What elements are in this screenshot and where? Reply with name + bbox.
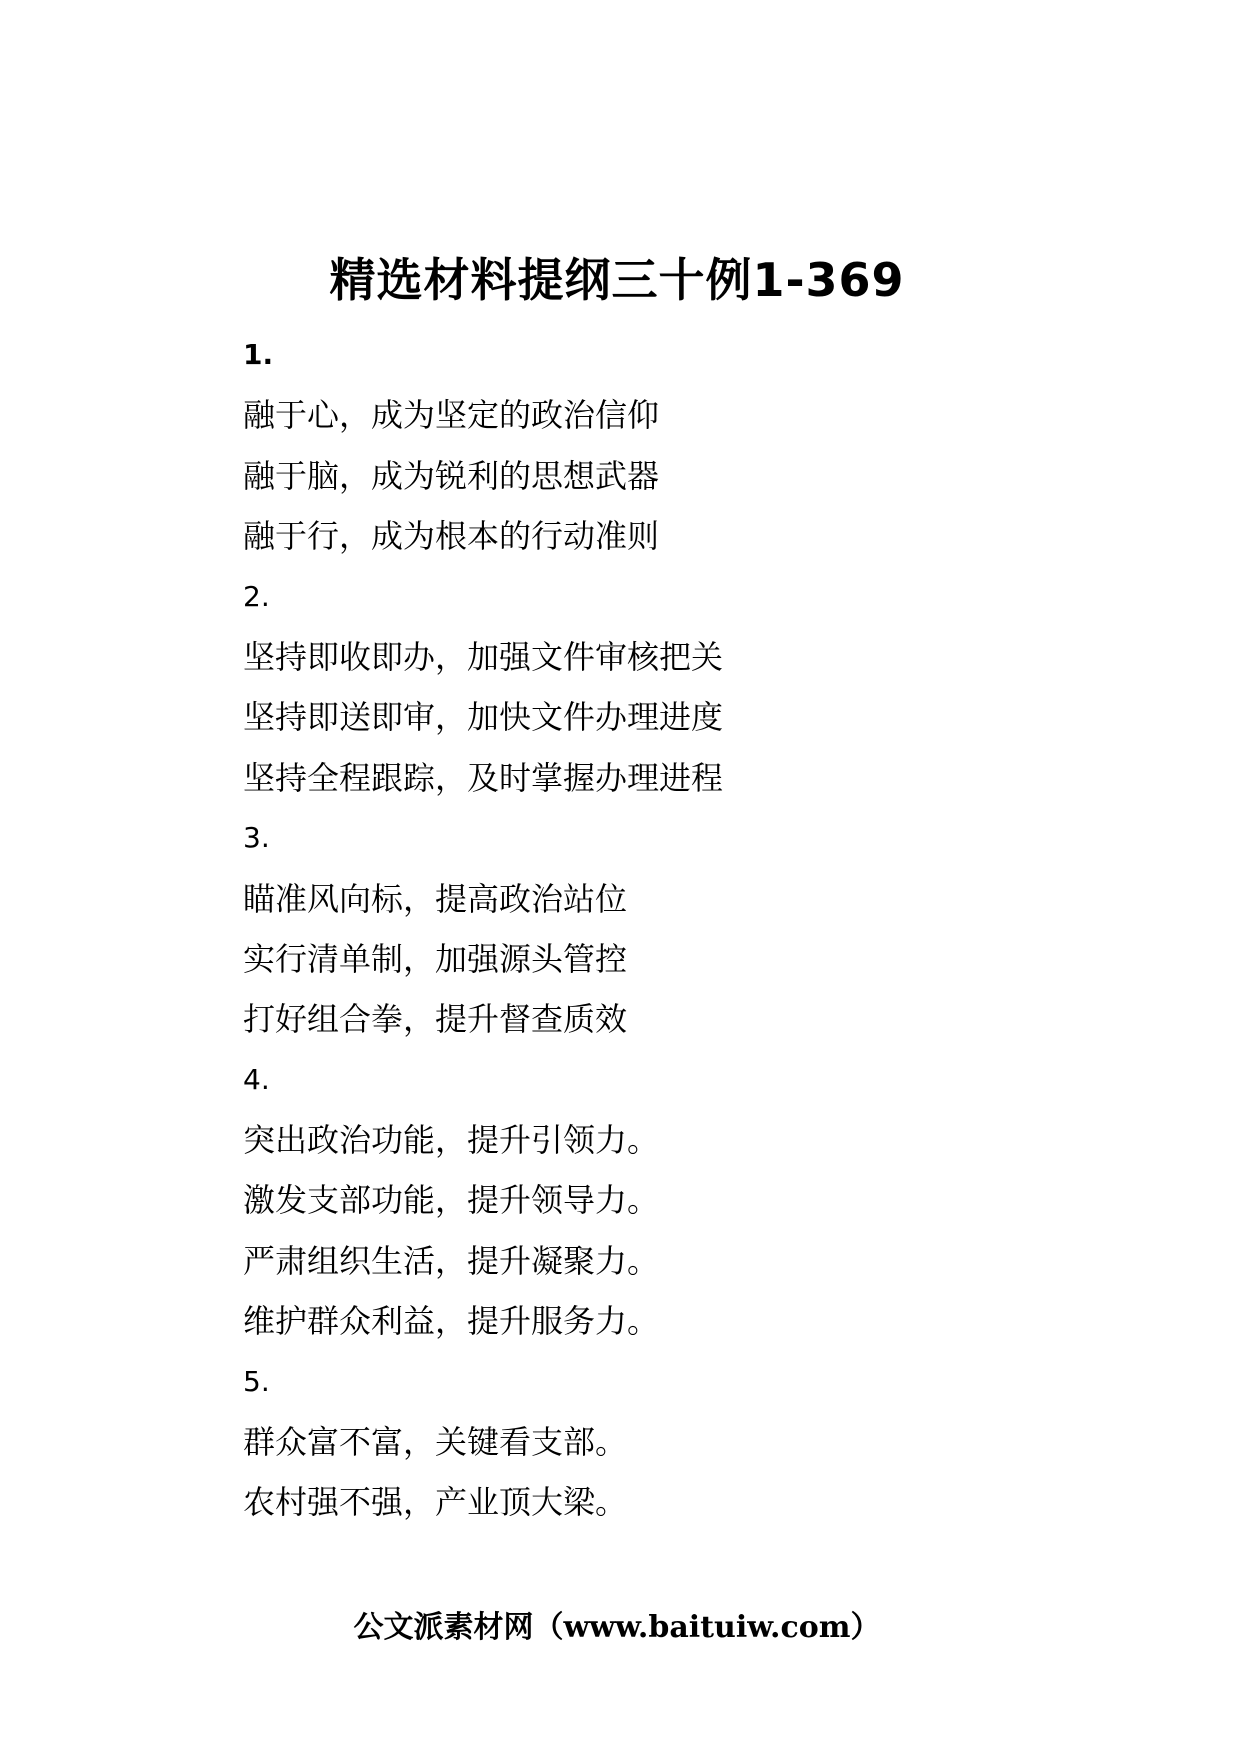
document-footer xyxy=(0,1604,1234,1652)
section-4 xyxy=(243,1050,1143,1352)
section-1 xyxy=(243,325,1143,567)
section-number: 4. xyxy=(243,1062,270,1096)
section-line: 群众富不富，关键看支部。 xyxy=(243,1423,628,1462)
section-line: 突出政治功能，提升引领力。 xyxy=(243,1121,660,1160)
section-number: 1. xyxy=(243,338,274,371)
section-line: 农村强不强，产业顶大梁。 xyxy=(243,1483,628,1522)
section-line: 坚持全程跟踪，及时掌握办理进程 xyxy=(243,758,724,797)
section-line: 维护群众利益，提升服务力。 xyxy=(243,1302,660,1341)
section-line: 坚持即送即审，加快文件办理进度 xyxy=(243,698,724,737)
section-line: 激发支部功能，提升领导力。 xyxy=(243,1181,660,1220)
document-title: 精选材料提纲三十例1-369 xyxy=(329,253,905,307)
section-number: 5. xyxy=(243,1364,270,1398)
section-number: 3. xyxy=(243,821,270,855)
section-number: 2. xyxy=(243,579,270,613)
section-line: 瞄准风向标，提高政治站位 xyxy=(243,879,628,918)
section-2 xyxy=(243,567,1143,809)
section-line: 坚持即收即办，加强文件审核把关 xyxy=(243,637,724,676)
footer-url: （www.baituiw.com） xyxy=(533,1610,881,1645)
section-line: 融于行，成为根本的行动准则 xyxy=(243,517,660,556)
section-3 xyxy=(243,808,1143,1050)
section-line: 实行清单制，加强源头管控 xyxy=(243,939,628,978)
section-5 xyxy=(243,1352,1143,1533)
section-line: 融于心，成为坚定的政治信仰 xyxy=(243,396,660,435)
section-line: 打好组合拳，提升督查质效 xyxy=(243,1000,628,1039)
section-line: 融于脑，成为锐利的思想武器 xyxy=(243,456,660,495)
footer-site-name: 公文派素材网 xyxy=(353,1610,534,1645)
document-body xyxy=(243,325,1143,1533)
section-line: 严肃组织生活，提升凝聚力。 xyxy=(243,1241,660,1280)
